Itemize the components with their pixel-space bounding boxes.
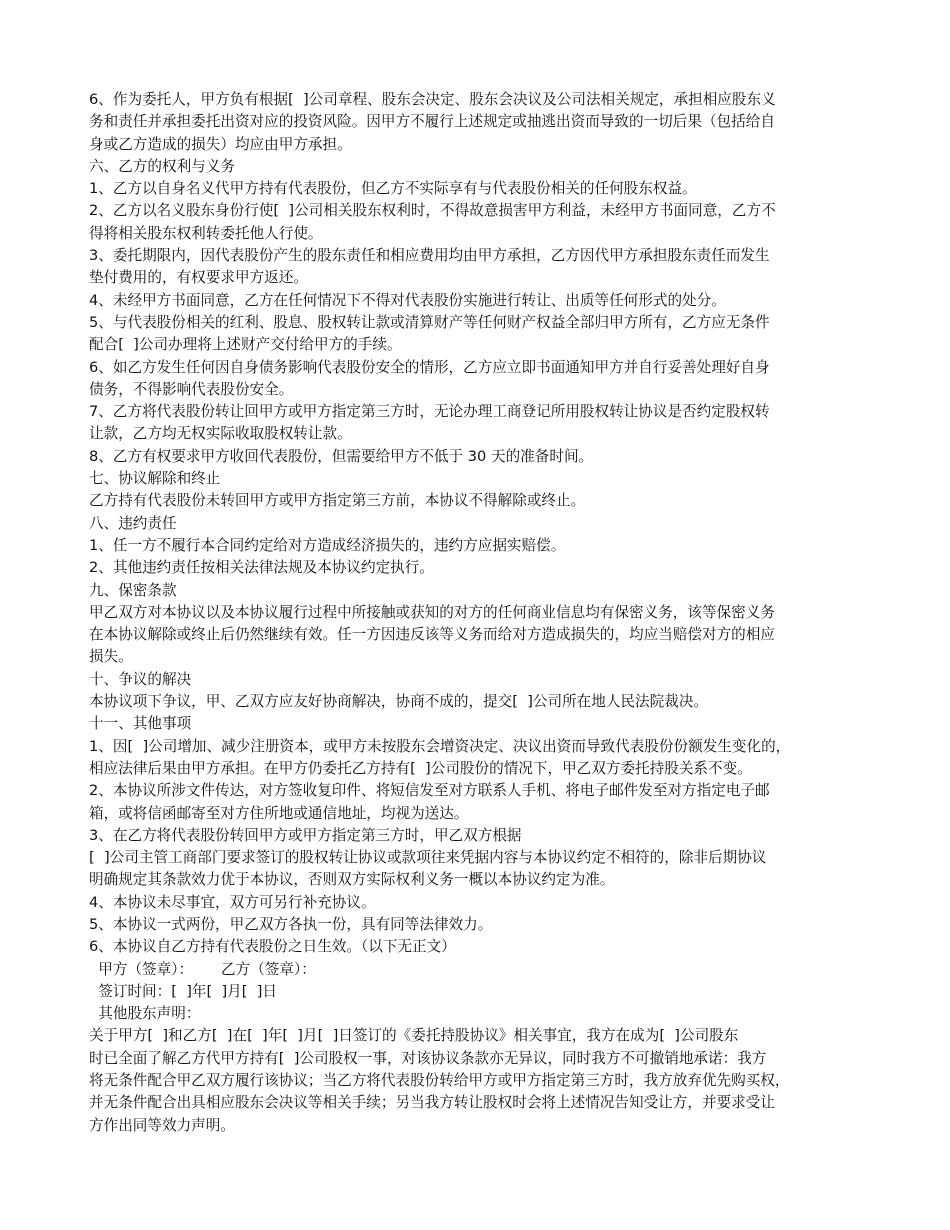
text-line: 方作出同等效力声明。 <box>89 1116 235 1134</box>
text-line: 2、其他违约责任按相关法律法规及本协议约定执行。 <box>89 559 434 577</box>
text-line: 5、本协议一式两份，甲乙双方各执一份，具有同等法律效力。 <box>89 915 493 933</box>
text-line: 1、因[ ]公司增加、减少注册资本，或甲方未按股东会增资决定、决议出资而导致代表股份份额发生变化的， <box>89 737 791 755</box>
document-page <box>89 89 879 1137</box>
text-line: 身或乙方造成的损失）均应由甲方承担。 <box>89 135 352 153</box>
text-line: 本协议项下争议，甲、乙双方应友好协商解决，协商不成的，提交[ ]公司所在地人民法院裁决。 <box>89 693 709 711</box>
text-line: 7、乙方将代表股份转让回甲方或甲方指定第三方时，无论办理工商登记所用股权转让协议是否约定股权转 <box>89 403 770 421</box>
text-line: 垫付费用的，有权要求甲方返还。 <box>89 269 308 287</box>
text-line: 6、如乙方发生任何因自身债务影响代表股份安全的情形，乙方应立即书面通知甲方并自行妥善处理好自身 <box>89 358 770 376</box>
text-line: 明确规定其条款效力优于本协议，否则双方实际权利义务一概以本协议约定为准。 <box>89 871 615 889</box>
section-heading: 六、乙方的权利与义务 <box>89 157 235 175</box>
section-heading: 十、争议的解决 <box>89 670 192 688</box>
text-line: 时已全面了解乙方代甲方持有[ ]公司股权一事，对该协议条款亦无异议，同时我方不可撤销地承诺：我方 <box>89 1049 767 1067</box>
text-line: 乙方持有代表股份未转回甲方或甲方指定第三方前，本协议不得解除或终止。 <box>89 492 586 510</box>
section-heading: 八、违约责任 <box>89 514 177 532</box>
shareholder-statement-heading: 其他股东声明： <box>89 1005 201 1023</box>
text-line: 箱，或将信函邮寄至对方住所地或通信地址，均视为送达。 <box>89 804 469 822</box>
text-line: 相应法律后果由甲方承担。在甲方仍委托乙方持有[ ]公司股份的情况下，甲乙双方委托持股关系不变。 <box>89 759 752 777</box>
text-line: 让款，乙方均无权实际收取股权转让款。 <box>89 425 352 443</box>
signature-line: 甲方（签章）： 乙方（签章）： <box>89 960 316 978</box>
text-line: 4、本协议未尽事宜，双方可另行补充协议。 <box>89 893 376 911</box>
text-line: 5、与代表股份相关的红利、股息、股权转让款或清算财产等任何财产权益全部归甲方所有，乙方应无条件 <box>89 313 770 331</box>
text-line: 得将相关股东权利转委托他人行使。 <box>89 224 323 242</box>
section-heading: 十一、其他事项 <box>89 715 192 733</box>
text-line: 1、乙方以自身名义代甲方持有代表股份，但乙方不实际享有与代表股份相关的任何股东权益。 <box>89 180 697 198</box>
text-line: 债务，不得影响代表股份安全。 <box>89 380 294 398</box>
text-line: 2、乙方以名义股东身份行使[ ]公司相关股东权利时，不得故意损害甲方利益，未经甲方书面同意，乙方不 <box>89 202 776 220</box>
text-line: 4、未经甲方书面同意，乙方在任何情况下不得对代表股份实施进行转让、出质等任何形式的处分。 <box>89 291 726 309</box>
text-line: 3、委托期限内，因代表股份产生的股东责任和相应费用均由甲方承担，乙方因代甲方承担股东责任而发生 <box>89 247 770 265</box>
text-line: 关于甲方[ ]和乙方[ ]在[ ]年[ ]月[ ]日签订的《委托持股协议》相关事宜，我方在成为[ ]公司股东 <box>89 1027 739 1045</box>
text-line: 1、任一方不履行本合同约定给对方造成经济损失的，违约方应据实赔偿。 <box>89 536 566 554</box>
text-line: 2、本协议所涉文件传达，对方签收复印件、将短信发至对方联系人手机、将电子邮件发至对方指定电子邮 <box>89 782 770 800</box>
signing-date-line: 签订时间：[ ]年[ ]月[ ]日 <box>89 982 278 1000</box>
text-line: 3、在乙方将代表股份转回甲方或甲方指定第三方时，甲乙双方根据 <box>89 826 522 844</box>
text-line: 配合[ ]公司办理将上述财产交付给甲方的手续。 <box>89 336 402 354</box>
section-heading: 七、协议解除和终止 <box>89 470 221 488</box>
text-line: 甲乙双方对本协议以及本协议履行过程中所接触或获知的对方的任何商业信息均有保密义务，该等保密义务 <box>89 603 775 621</box>
text-line: [ ]公司主管工商部门要求签订的股权转让协议或款项往来凭据内容与本协议约定不相符的，除非后期协议 <box>89 849 767 867</box>
text-line: 6、本协议自乙方持有代表股份之日生效。（以下无正文） <box>89 938 456 956</box>
text-line: 在本协议解除或终止后仍然继续有效。任一方因违反该等义务而给对方造成损失的，均应当赔偿对方的相应 <box>89 626 775 644</box>
text-line: 务和责任并承担委托出资对应的投资风险。因甲方不履行上述规定或抽逃出资而导致的一切后果（包括给自 <box>89 113 775 131</box>
text-line: 并无条件配合出具相应股东会决议等相关手续；另当我方转让股权时会将上述情况告知受让方，并要求受让 <box>89 1094 775 1112</box>
text-line: 损失。 <box>89 648 133 666</box>
text-line: 6、作为委托人，甲方负有根据[ ]公司章程、股东会决定、股东会决议及公司法相关规定，承担相应股东义 <box>89 91 776 108</box>
text-line: 8、乙方有权要求甲方收回代表股份，但需要给甲方不低于 30 天的准备时间。 <box>89 447 594 465</box>
section-heading: 九、保密条款 <box>89 581 177 599</box>
text-line: 将无条件配合甲乙双方履行该协议；当乙方将代表股份转给甲方或甲方指定第三方时，我方放弃优先购买权， <box>89 1072 790 1090</box>
